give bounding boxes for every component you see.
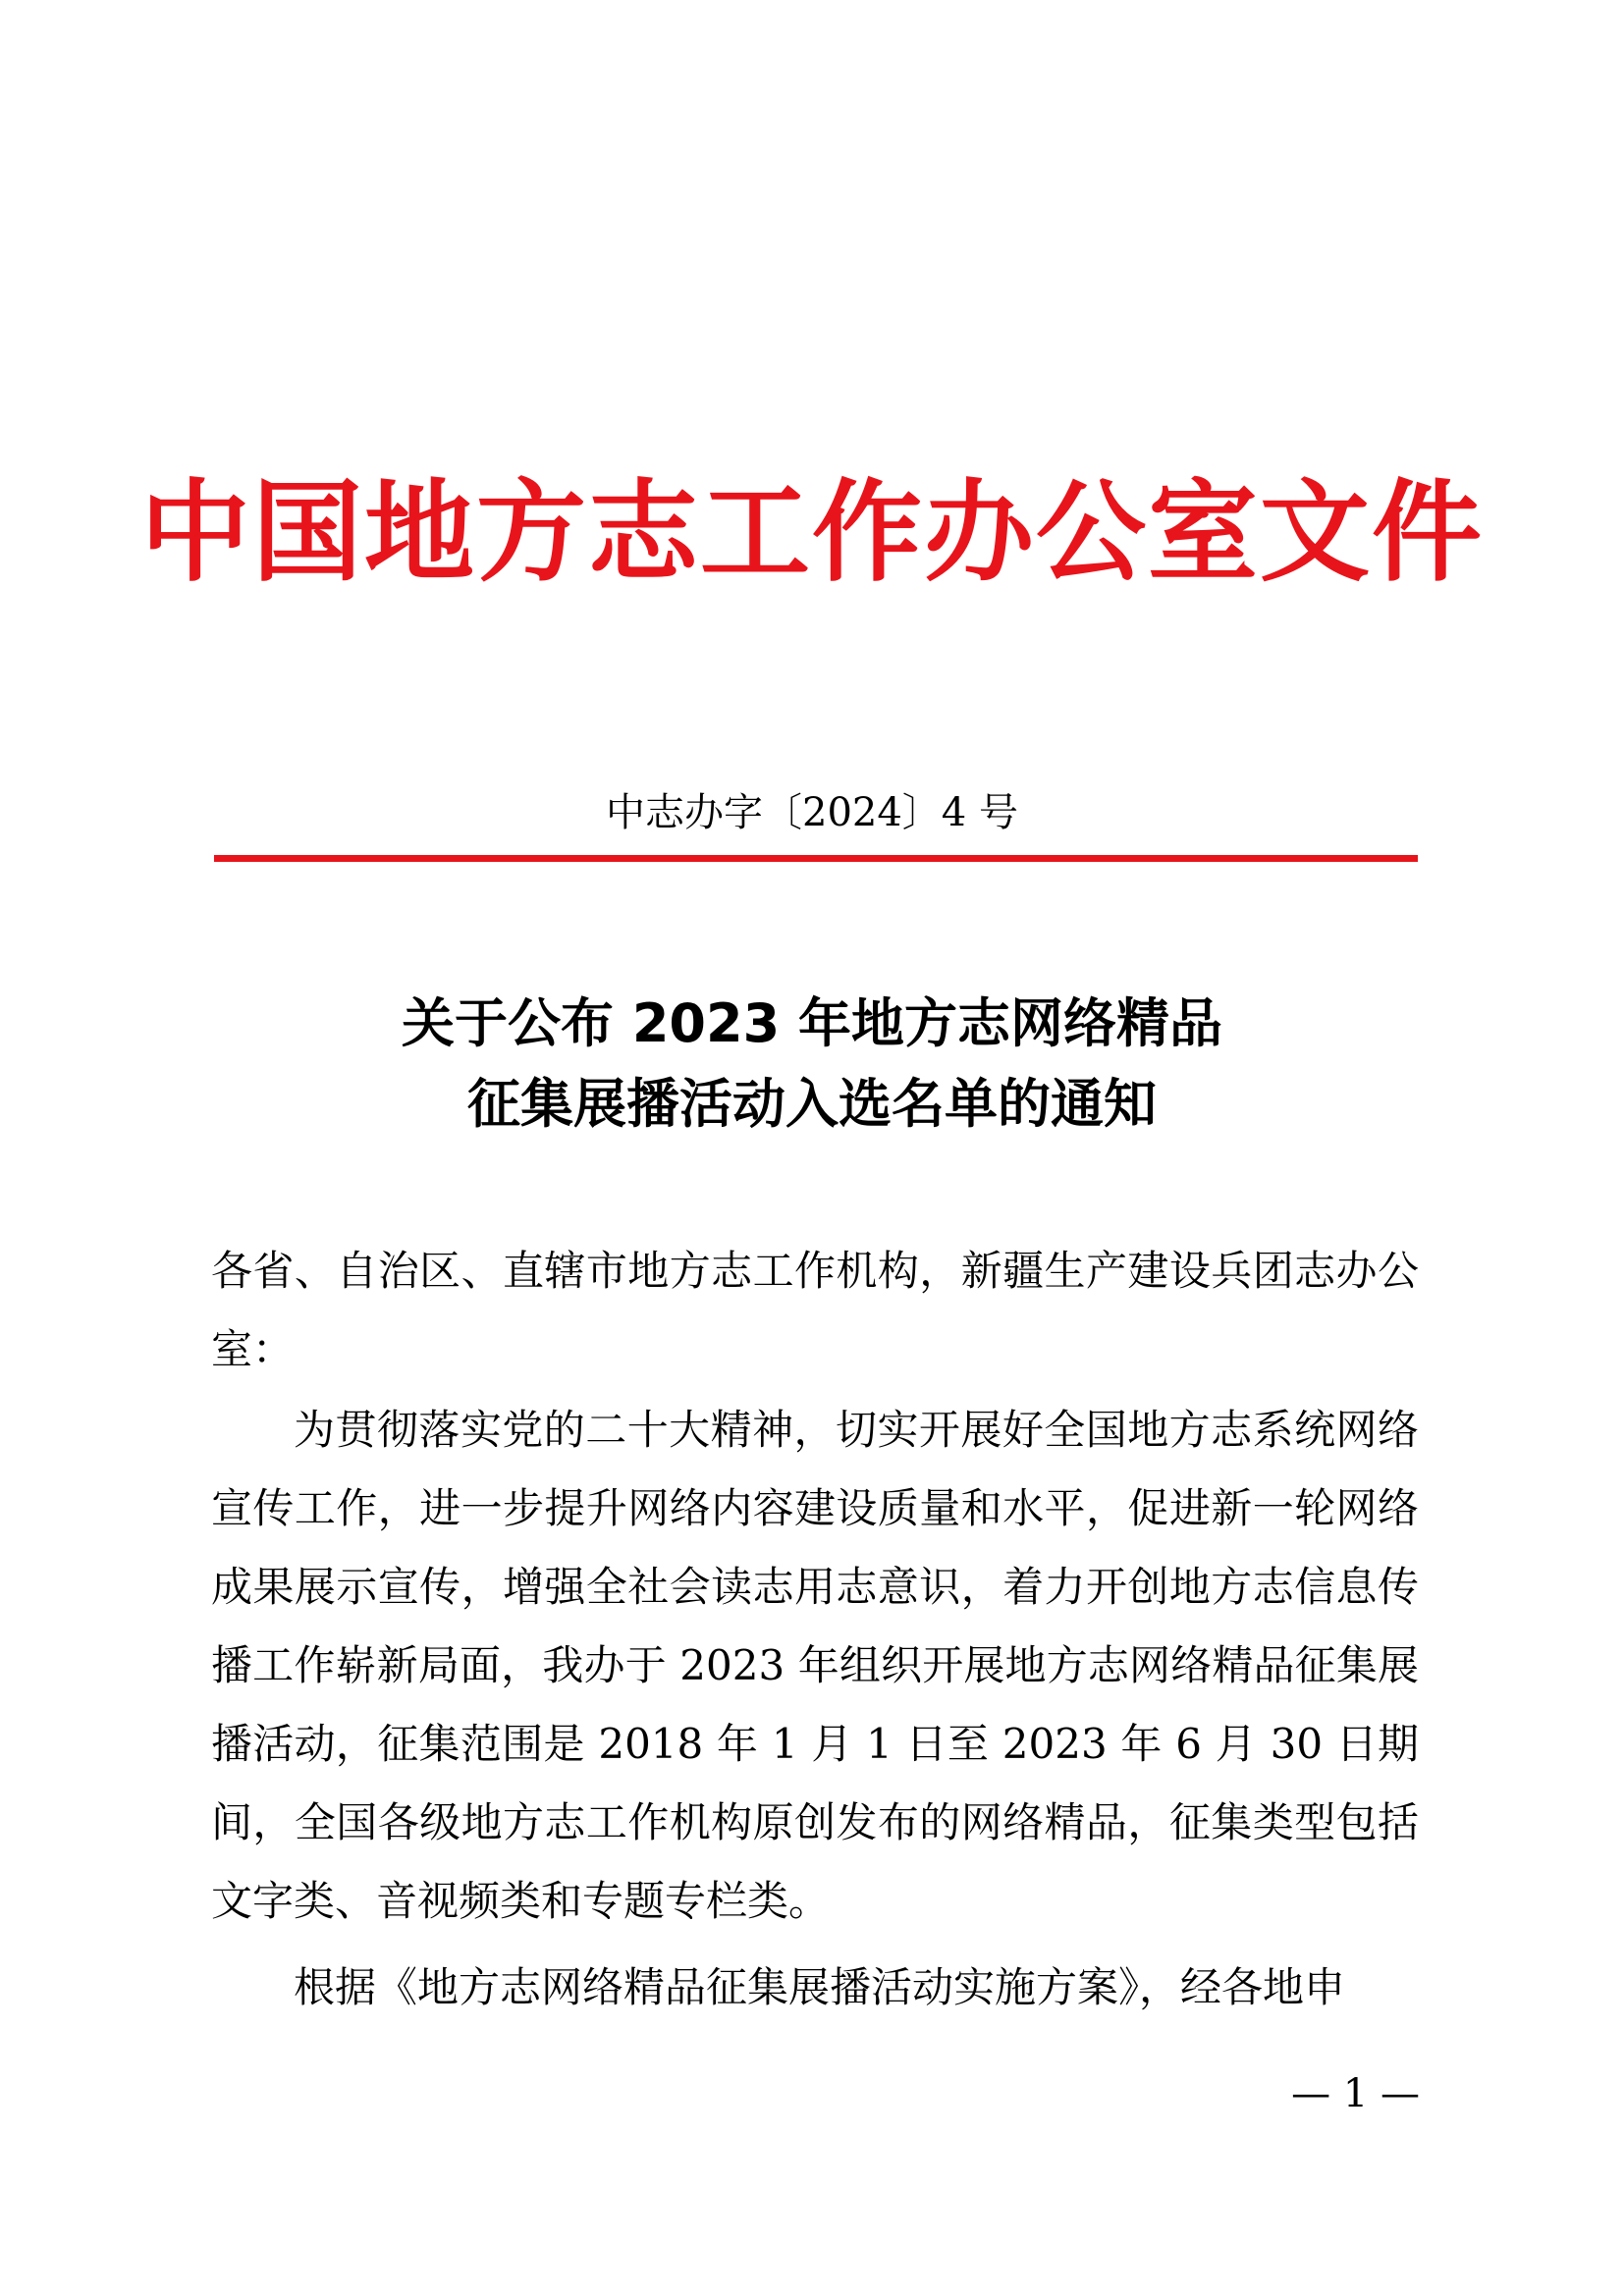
document-number: 中志办字〔2024〕4 号 — [606, 790, 1018, 835]
salutation: 各省、自治区、直辖市地方志工作机构，新疆生产建设兵团志办公室： — [211, 1247, 1419, 1373]
page-number: — 1 — — [1291, 2071, 1420, 2116]
body-paragraph: 为贯彻落实党的二十大精神，切实开展好全国地方志系统网络宣传工作，进一步提升网络内容建设质量和水平，促进新一轮网络成果展示宣传，增强全社会读志用志意识，着力开创地方志信息传播工作崭新局面，我办于 2023 年组织开展地方志网络精品征集展播活动，征集范围是 2018 年 1 月 1 日至 2023 年 6 月 30 日期间，全国各级地方志工作机构原创发布的网络精品，征集类型包括文字类、音视频类和专题专栏类。 — [211, 1406, 1419, 1925]
document-title-line-2: 征集展播活动入选名单的通知 — [467, 1073, 1157, 1135]
issuer-masthead: 中国地方志工作办公室文件 — [140, 469, 1484, 597]
document-title-line-1: 关于公布 2023 年地方志网络精品 — [402, 992, 1222, 1054]
red-separator-rule — [214, 855, 1418, 862]
body-paragraph: 根据《地方志网络精品征集展播活动实施方案》，经各地申 — [294, 1963, 1346, 2011]
